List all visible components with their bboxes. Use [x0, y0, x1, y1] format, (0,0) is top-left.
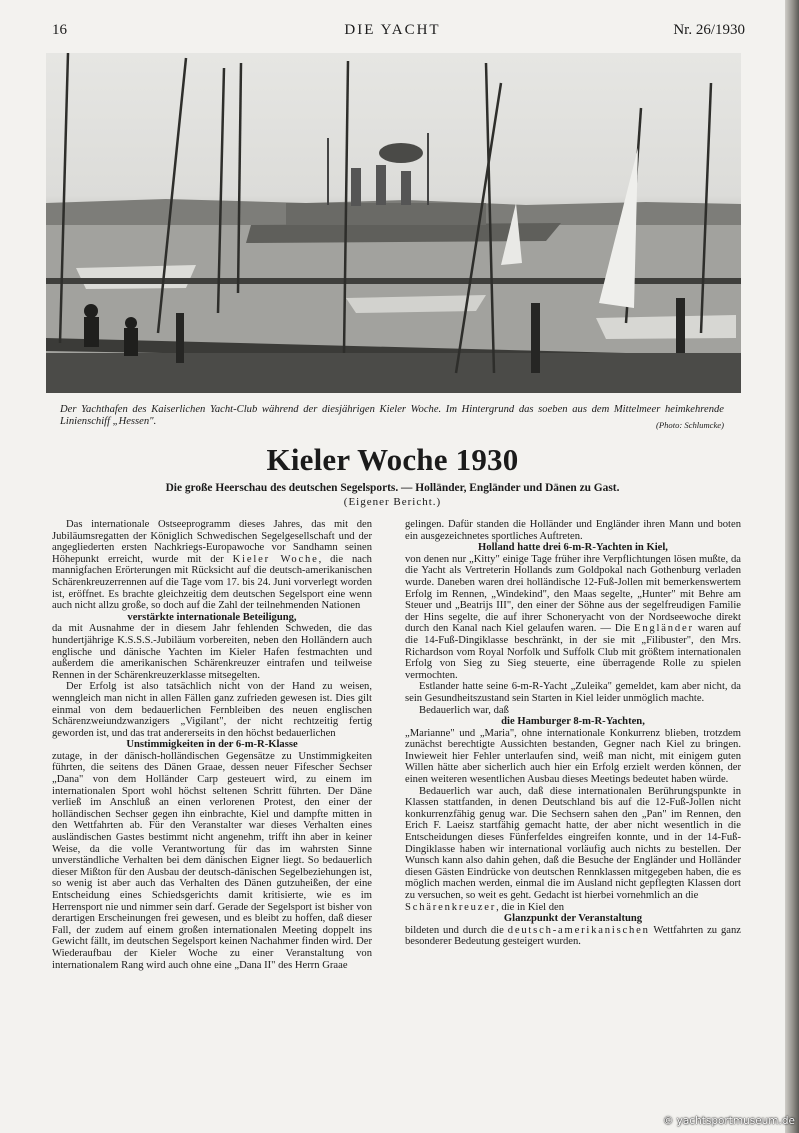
paragraph: Bedauerlich war auch, daß diese internationalen Berührungspunkte in Klassen stattfanden, in denen Deutschland bis auf die 12-Fuß-Jollen nicht konkurrenzfähig genug war. Die Sechsern sahen den „Pan" im Rennen, den Erich F. Laeisz startfähig gemacht hatte, der aber nicht wesentlich in die Entscheidungen dieses Fünferfeldes eingreifen konnte, und in der 14-Fuß-Dingiklasse haben wir international vorläufig auch nichts zu bestellen. Der Wunsch kann also dahin gehen, daß die Besuche der Engländer und Holländer diesen Gästen Eindrücke von deutschen Rennklassen mitgegeben haben, die es möglich machen werden, einmal die im Ausland nicht gepflegten Klassen dort zu versuchen, so weit es geht. Gedacht ist hierbei vornehmlich an die	[405, 785, 741, 901]
paragraph: Der Erfolg ist also tatsächlich nicht von der Hand zu weisen, wenngleich man nicht in allen Fällen ganz zufrieden gewesen ist. Dies gilt einmal von dem bedauerlichen Fernbleiben des neuen englischen Schärenzweiundzwanzigers „Vigilant", der nicht rechtzeitig fertig geworden ist, und das trat andererseits in den höchst bedauerlichen	[52, 681, 372, 739]
page-binding-edge	[785, 0, 799, 1133]
paragraph: da mit Ausnahme der in diesem Jahr fehlenden Schweden, die das hundertjährige K.S.S.S.-Jubiläum vorbereiten, neben den Holländern auch englische und dänische Yachten im Kieler Hafen festmachten und außerdem die amerikanischen Schärenkreuzer eintrafen und teilweise Rennen in der Schärenkreuzerklasse mitsegelten.	[52, 623, 372, 681]
article-column-left	[52, 519, 372, 971]
paragraph: zutage, in der dänisch-holländischen Gegensätze zu Unstimmigkeiten führten, die seitens des Dänen Graae, dessen neuer Fifescher Sechser „Dana" von dem Holländer Carp gesteuert wird, zu einem im internationalen Sport wohl höchst seltenen Schritt führten. Der Däne verließ im Anschluß an einen verlorenen Protest, den einer der holländischen Sechser gegen ihn einbrachte, Kiel und dampfte mitten in den Wettfahrten ab. Für den Veranstalter war dieses Verhalten eines ausländischen Gastes bestimmt nicht angenehm, trifft ihn aber in keiner Weise, da die volle Verantwortung für das im wahrsten Sinne unverständliche Verhalten bei dem dänischen Eigner liegt. So bedauerlich dieser Mißton für den Ausbau der deutsch-dänischen Segelbeziehungen ist, so wenig ist aber auch das Verhalten des Dänen gutzuheißen, der eine Entscheidung eines Schiedsgerichts damit kritisierte, wie es im Herrensport nie und nimmer sein darf. Gerade der Segelsport ist bisher von derartigen Erscheinungen frei gewesen, und es bleibt zu hoffen, daß dieser Fall, der zudem auf einem großen internationalen Meeting doppelt ins Gewicht fällt, im deutschen Segelsport keinen Nachahmer finden wird. Der Wiederaufbau der Kieler Woche zu einer Veranstaltung von internationalem Rang wird auch ohne eine „Dana II" des Herrn Graae	[52, 750, 372, 971]
paragraph: Schärenkreuzer, die in Kiel den	[405, 901, 565, 913]
article-subtitle: Die große Heerschau des deutschen Segelsports. — Holländer, Engländer und Dänen zu Gast.	[165, 482, 620, 494]
paragraph: gelingen. Dafür standen die Holländer und Engländer ihren Mann und boten ein ausgezeichnetes sportliches Auftreten.	[405, 519, 741, 542]
paragraph: Das internationale Ostseeprogramm dieses Jahres, das mit den Jubiläumsregatten der Königlich Schwedischen Segelgesellschaft und der angegliederten ersten Nachkriegs-Europawoche vor Sandhamn seinen Höhepunkt erreicht, wurde mit der Kieler Woche, die nach mannigfachen Erörterungen mit Rücksicht auf die deutsch-amerikanischen Schärenkreuzerrennen auf die Tage vom 17. bis 24. Juni vorverlegt worden ist, eröffnet. Es brachte gleichzeitig dem deutschen Segelsport eine wenn auch nicht allzu große, so doch auf die Zahl der teilnehmenden Nationen	[52, 519, 372, 612]
paragraph: „Marianne" und „Maria", ohne internationale Konkurrenz blieben, trotzdem zunächst berechtigte Aussichten bestanden, Gegner nach Kiel zu bringen. Inwieweit hier Fehler unterlaufen sind, weiß man nicht, mit einigem guten Willen hätte aber sicherlich auch hier ein Erfolg erzielt werden können, der einen weiteren wesentlichen Ausbau dieses Meetings bedeutet haben würde.	[405, 727, 741, 786]
photo-credit: (Photo: Schlumcke)	[655, 420, 724, 430]
watermark: © yachtsportmuseum.de	[662, 1115, 795, 1127]
harbor-photo	[46, 53, 741, 393]
section-heading: Glanzpunkt der Veranstaltung	[503, 913, 643, 925]
paragraph: bildeten und durch die deutsch-amerikanischen Wettfahrten zu ganz besonderer Bedeutung gesteigert wurden.	[405, 924, 741, 948]
section-heading: Unstimmigkeiten in der 6-m-R-Klasse	[126, 739, 298, 751]
section-heading: verstärkte internationale Beteiligung,	[127, 611, 297, 623]
page-number: 16	[52, 22, 67, 38]
harbor-photo-icon	[46, 53, 741, 393]
paragraph: von denen nur „Kitty" einige Tage früher ihre Verpflichtungen lösen mußte, da die Yacht als Vertreterin Hollands zum Goldpokal nach Gothenburg verladen wurde. Daneben waren drei holländische 12-Fuß-Jollen mit bemerkenswertem Erfolg im Rennen, „Windekind", den Maas segelte, „Hunter" mit Behre am Steuer und „Beatrijs III", den einer der Söhne aus der segelfreudigen Familie der Hins segelte, die auf ihrer Schoneryacht von der Nordseewoche direkt durch den Kanal nach Kiel gelaufen waren. — Die Engländer waren auf die 14-Fuß-Dingiklasse beschränkt, in der sie mit „Filibuster", den Mrs. Richardson vom Royal Norfolk und Suffolk Club mit größtem internationalen Erfolg von Sieg zu Sieg steuerte, eine überragende Rolle zu spielen vermochten.	[405, 553, 742, 681]
article-title: Kieler Woche 1930	[266, 442, 519, 477]
article-column-right	[405, 519, 741, 948]
paragraph: Estlander hatte seine 6-m-R-Yacht „Zuleika" gemeldet, kam aber nicht, da sein Gesundheitszustand sein Starten in Kiel leider unmöglich machte.	[405, 681, 741, 704]
issue-number: Nr. 26/1930	[673, 22, 745, 38]
article-byline: (Eigener Bericht.)	[343, 496, 442, 508]
photo-caption: Der Yachthafen des Kaiserlichen Yacht-Club während der diesjährigen Kieler Woche. Im Hintergrund das soeben aus dem Mittelmeer heimkehrende Linienschiff „Hessen".	[60, 404, 724, 428]
magazine-masthead: DIE YACHT	[344, 22, 441, 38]
section-heading: Holland hatte drei 6-m-R-Yachten in Kiel,	[478, 542, 668, 554]
paragraph: Bedauerlich war, daß	[419, 704, 509, 716]
section-heading: die Hamburger 8-m-R-Yachten,	[501, 716, 645, 728]
